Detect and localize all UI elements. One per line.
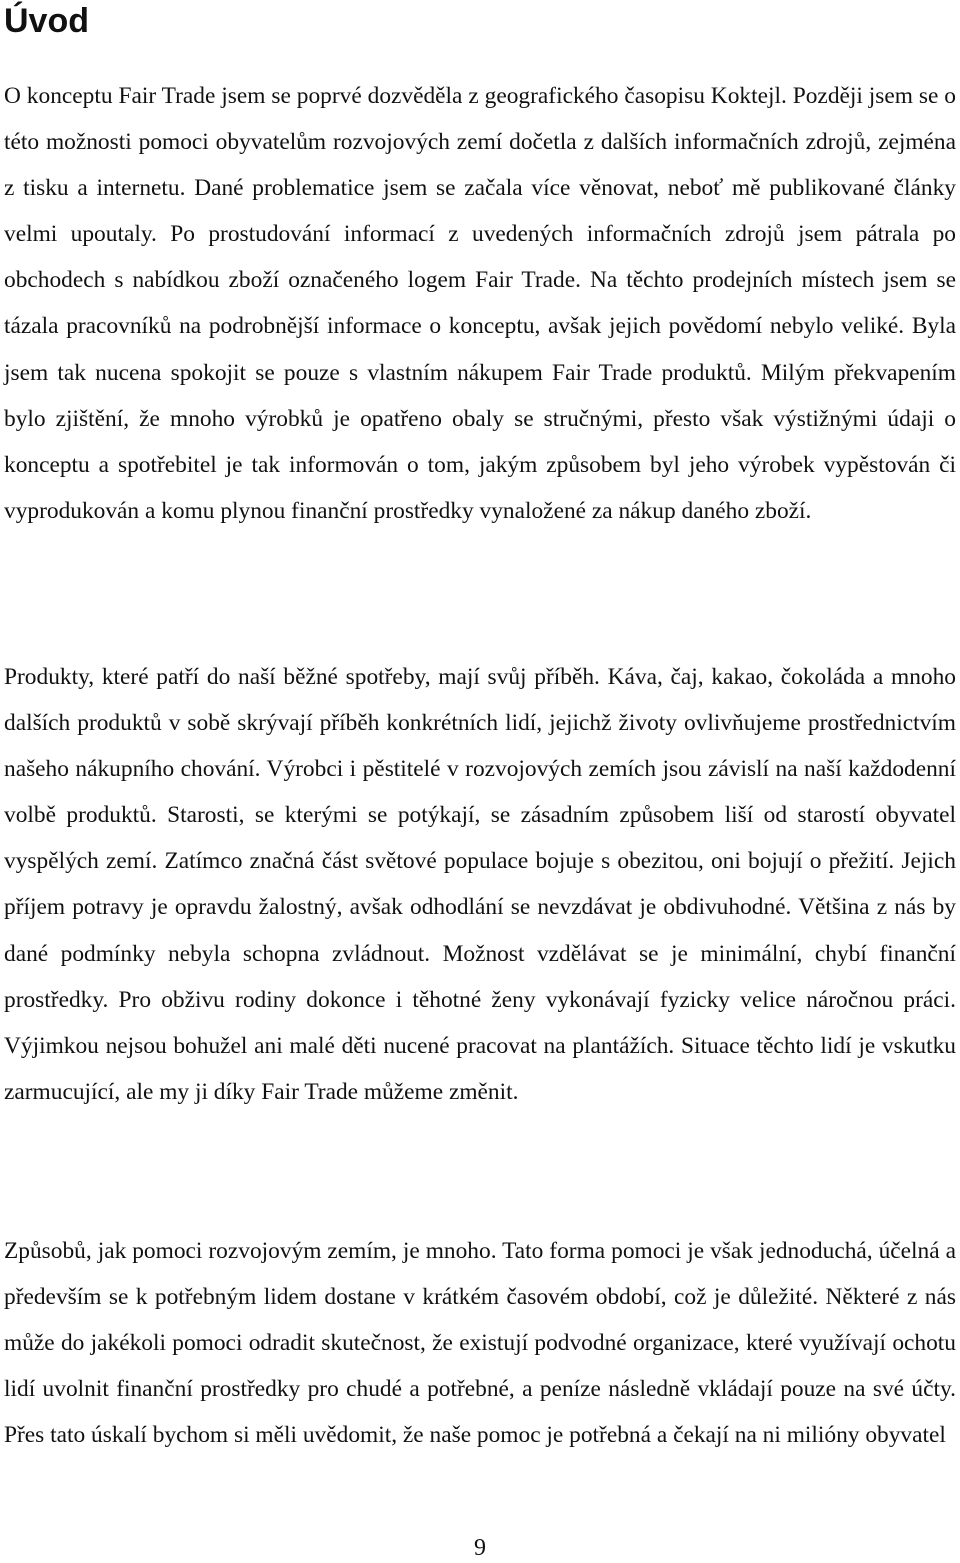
section-heading: Úvod xyxy=(4,2,89,40)
paragraph-3: Způsobů, jak pomoci rozvojovým zemím, je mnoho. Tato forma pomoci je však jednoduchá, účelná a především se k potřebným lidem dostane v krátkém časovém období, což je důležité. Některé z nás může do jakékoli pomoci odradit skutečnost, že existují podvodné organizace, které využívají ochotu lidí uvolnit finanční prostředky pro chudé a potřebné, a peníze následně vkládají pouze na své účty. Přes tato úskalí bychom si měli uvědomit, že naše pomoc je potřebná a čekají na ni milióny obyvatel xyxy=(4,1238,956,1449)
paragraph-1: O konceptu Fair Trade jsem se poprvé dozvěděla z geografického časopisu Koktejl. Později jsem se o této možnosti pomoci obyvatelům rozvojových zemí dočetla z dalších informačních zdrojů, zejména z tisku a internetu. Dané problematice jsem se začala více věnovat, neboť mě publikované články velmi upoutaly. Po prostudování informací z uvedených informačních zdrojů jsem pátrala po obchodech s nabídkou zboží označeného logem Fair Trade. Na těchto prodejních místech jsem se tázala pracovníků na podrobnější informace o konceptu, avšak jejich povědomí nebylo veliké. Byla jsem tak nucena spokojit se pouze s vlastním nákupem Fair Trade produktů. Milým překvapením bylo zjištění, že mnoho výrobků je opatřeno obaly se stručnými, přesto však výstižnými údaji o konceptu a spotřebitel je tak informován o tom, jakým způsobem byl jeho výrobek vypěstován či vyprodukován a komu plynou finanční prostředky vynaložené za nákup daného zboží. xyxy=(4,83,956,524)
page-number: 9 xyxy=(474,1535,486,1561)
paragraph-2: Produkty, které patří do naší běžné spotřeby, mají svůj příběh. Káva, čaj, kakao, čokoláda a mnoho dalších produktů v sobě skrývají příběh konkrétních lidí, jejichž životy ovlivňujeme prostřednictvím našeho nákupního chování. Výrobci i pěstitelé v rozvojových zemích jsou závislí na naší každodenní volbě produktů. Starosti, se kterými se potýkají, se zásadním způsobem liší od starostí obyvatel vyspělých zemí. Zatímco značná část světové populace bojuje s obezitou, oni bojují o přežití. Jejich příjem potravy je opravdu žalostný, avšak odhodlání se nevzdávat je obdivuhodné. Většina z nás by dané podmínky nebyla schopna zvládnout. Možnost vzdělávat se je minimální, chybí finanční prostředky. Pro obživu rodiny dokonce i těhotné ženy vykonávají fyzicky velice náročnou práci. Výjimkou nejsou bohužel ani malé děti nucené pracovat na plantážích. Situace těchto lidí je vskutku zarmucující, ale my ji díky Fair Trade můžeme změnit. xyxy=(4,664,956,1105)
